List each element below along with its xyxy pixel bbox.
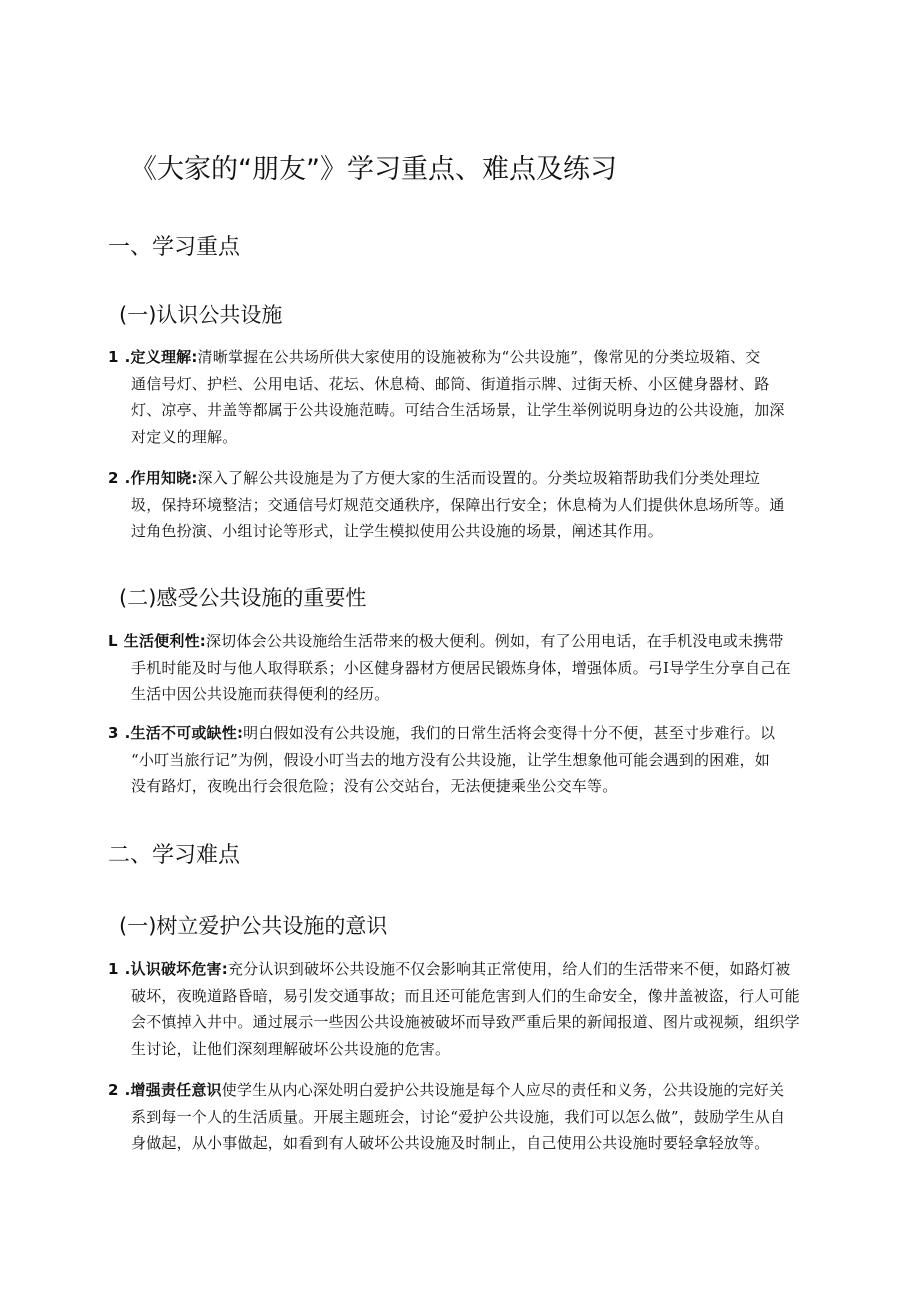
list-item (108, 344, 813, 450)
item-text: 圾，保持环境整洁；交通信号灯规范交通秩序，保障出行安全；休息椅为人们提供休息场所等。通 (131, 495, 785, 514)
item-text: 深入了解公共设施是为了方便大家的生活而设置的。分类垃圾箱帮助我们分类处理垃 (197, 469, 760, 487)
item-text: 系到每一个人的生活质量。开展主题班会，讨论“爱护公共设施，我们可以怎么做”，鼓励学生从自 (131, 1107, 786, 1126)
item-number: L (108, 632, 118, 650)
item-number: 1 (108, 960, 119, 978)
list-item (108, 628, 813, 708)
item-text: 通信号灯、护栏、公用电话、花坛、休息椅、邮筒、街道指示牌、过街天桥、小区健身器材、路 (131, 374, 770, 393)
item-text: 身做起，从小事做起，如看到有人破坏公共设施及时制止，自己使用公共设施时要轻拿轻放等。 (131, 1134, 770, 1152)
section-heading-key-points: 一、学习重点 (108, 235, 241, 260)
item-text: 破坏，夜晚道路昏暗，易引发交通事故；而且还可能危害到人们的生命安全，像井盖被盗，行人可能 (131, 986, 800, 1005)
item-number: 3 (108, 724, 119, 742)
item-lead: .定义理解: (124, 348, 198, 366)
item-lead: .认识破坏危害: (124, 960, 228, 978)
item-text: 没有路灯，夜晚出行会很危险；没有公交站台，无法便捷乘坐公交车等。 (131, 777, 618, 795)
subsection-heading-protect-awareness: (一)树立爱护公共设施的意识 (119, 914, 388, 938)
item-text: 深切体会公共设施给生活带来的极大便利。例如，有了公用电话，在手机没电或未携带 (205, 632, 784, 650)
list-item (108, 1077, 813, 1157)
subsection-heading-importance: (二)感受公共设施的重要性 (119, 586, 367, 610)
item-text: 对定义的理解。 (131, 427, 238, 446)
list-item (108, 956, 813, 1062)
item-text: “小叮当旅行记”为例，假设小叮当去的地方没有公共设施，让学生想象他可能会遇到的困难，如 (131, 750, 770, 769)
list-item (108, 465, 813, 545)
item-text: 生讨论，让他们深刻理解破坏公共设施的危害。 (131, 1039, 451, 1058)
item-text: 使学生从内心深处明白爱护公共设施是每个人应尽的责任和义务，公共设施的完好关 (221, 1081, 785, 1099)
item-text: 明白假如没有公共设施，我们的日常生活将会变得十分不便，甚至寸步难行。以 (243, 724, 776, 742)
item-lead: .增强责任意识 (124, 1081, 222, 1099)
item-lead: .作用知晓: (124, 469, 198, 487)
section-heading-difficulties: 二、学习难点 (108, 843, 241, 868)
item-text: 灯、凉亭、井盖等都属于公共设施范畴。可结合生活场景，让学生举例说明身边的公共设施，加深 (131, 401, 785, 419)
item-number: 1 (108, 348, 119, 366)
item-lead: .生活不可或缺性: (124, 724, 244, 742)
item-text: 过角色扮演、小组讨论等形式，让学生模拟使用公共设施的场景，阐述其作用。 (131, 522, 664, 540)
document-title: 《大家的“朋友”》学习重点、难点及练习 (130, 154, 617, 185)
list-item (108, 720, 813, 800)
item-text: 清晰掌握在公共场所供大家使用的设施被称为“公共设施”，像常见的分类垃圾箱、交 (197, 348, 761, 366)
item-text: 会不慎掉入井中。通过展示一些因公共设施被破坏而导致严重后果的新闻报道、图片或视频，组织学 (131, 1013, 800, 1031)
item-text: 生活中因公共设施而获得便利的经历。 (131, 685, 390, 703)
item-number: 2 (108, 469, 119, 487)
item-text: 手机时能及时与他人取得联系；小区健身器材方便居民锻炼身体，增强体质。弓I导学生分享自己在 (131, 658, 791, 677)
item-lead: 生活便利性: (123, 632, 206, 650)
item-text: 充分认识到破坏公共设施不仅会影响其正常使用，给人们的生活带来不便，如路灯被 (227, 960, 791, 978)
item-number: 2 (108, 1081, 119, 1099)
subsection-heading-know-facilities: (一)认识公共设施 (119, 303, 283, 327)
